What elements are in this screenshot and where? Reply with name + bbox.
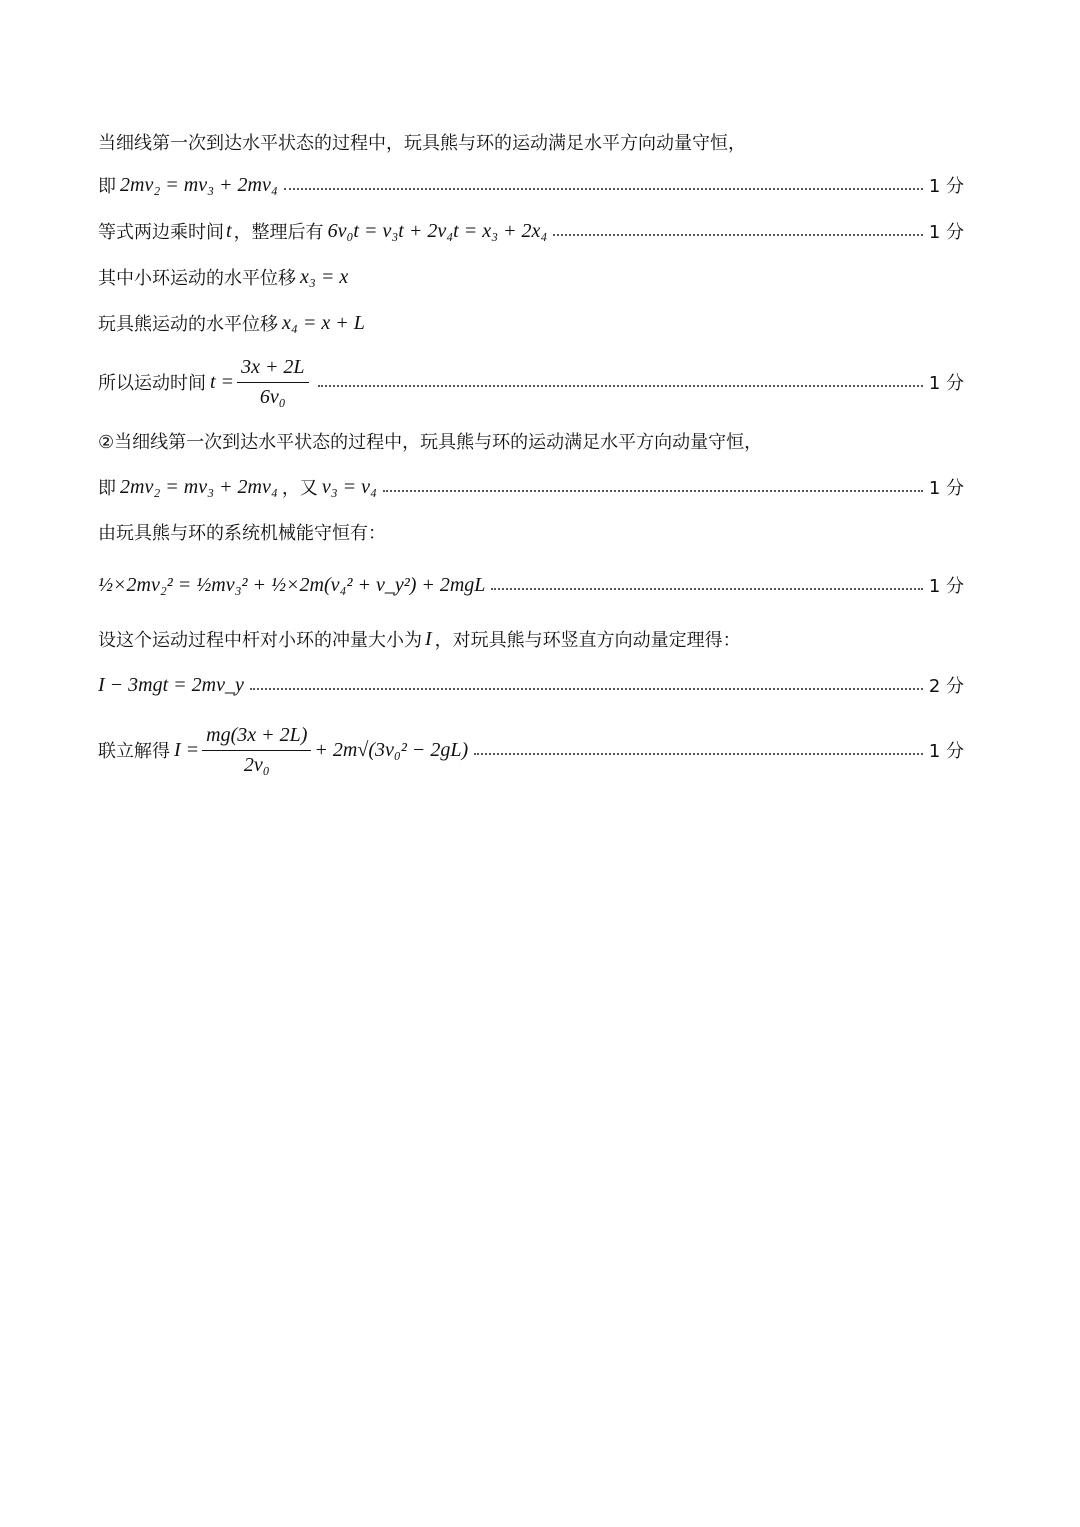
equation-line — [98, 662, 964, 708]
score-label: 1 分 — [928, 373, 964, 394]
fraction-numerator: mg(3x + 2L) — [202, 724, 311, 751]
fraction-denominator: 2v₀ — [243, 753, 270, 776]
text-line-content: 当细线第一次到达水平状态的过程中，玩具熊与环的运动满足水平方向动量守恒， — [98, 133, 746, 154]
score-label: 1 分 — [928, 176, 964, 197]
line-prefix: 设这个运动过程中杆对小环的冲量大小为 — [98, 630, 422, 651]
text-line — [98, 418, 964, 464]
dotted-leader — [553, 234, 922, 236]
formula: I − 3mgt = 2mv_y — [98, 673, 244, 696]
variable: t — [226, 219, 232, 242]
score-label: 1 分 — [928, 576, 964, 597]
score-label: 1 分 — [928, 741, 964, 762]
text-line — [98, 510, 964, 554]
dotted-leader — [318, 385, 923, 387]
text-line — [98, 122, 964, 162]
dotted-leader — [250, 688, 923, 690]
formula-2: v₃ = v₄ — [321, 475, 377, 498]
fraction — [202, 724, 311, 777]
dotted-leader — [284, 188, 923, 190]
line-mid: ，对玩具熊与环竖直方向动量定理得： — [434, 630, 741, 651]
formula: ½×2mv₂² = ½mv₃² + ½×2m(v₄² + v_y²) + 2mgL — [98, 573, 486, 596]
formula: 2mv₂ = mv₃ + 2mv₄ — [120, 475, 278, 498]
line-mid: ，整理后有 — [233, 222, 324, 243]
answer-sheet — [98, 122, 964, 792]
line-prefix: 等式两边乘时间 — [98, 222, 224, 243]
line-prefix: 玩具熊运动的水平位移 — [98, 314, 278, 335]
equation-line — [98, 254, 964, 300]
line-mid: ，又 — [281, 478, 318, 499]
equation-line — [98, 300, 964, 346]
text-line — [98, 616, 964, 662]
line-prefix: 其中小环运动的水平位移 — [98, 268, 296, 289]
score-label: 1 分 — [928, 478, 964, 499]
equation-line — [98, 208, 964, 254]
dotted-leader — [491, 588, 922, 590]
formula: x₄ = x + L — [282, 311, 365, 334]
formula-lhs: t = — [210, 370, 235, 393]
equation-line — [98, 346, 964, 418]
formula-tail: + 2m√(3v₀² − 2gL) — [314, 738, 469, 761]
dotted-leader — [474, 753, 923, 755]
dotted-leader — [383, 490, 923, 492]
formula-lhs: I = — [174, 738, 200, 761]
line-prefix: 联立解得 — [98, 741, 170, 762]
line-prefix: 所以运动时间 — [98, 373, 206, 394]
fraction-denominator: 6v₀ — [259, 385, 286, 408]
formula: x₃ = x — [300, 265, 349, 288]
score-label: 2 分 — [928, 676, 964, 697]
text-line-content: 由玩具熊与环的系统机械能守恒有： — [98, 523, 386, 544]
equation-line — [98, 708, 964, 792]
variable: I — [425, 627, 432, 650]
formula: 6v₀t = v₃t + 2v₄t = x₃ + 2x₄ — [327, 219, 548, 242]
equation-line — [98, 464, 964, 510]
equation-line — [98, 554, 964, 616]
line-prefix: 即 — [98, 176, 116, 197]
text-line-content: ②当细线第一次到达水平状态的过程中，玩具熊与环的运动满足水平方向动量守恒， — [98, 432, 763, 453]
fraction — [237, 356, 309, 409]
score-label: 1 分 — [928, 222, 964, 243]
fraction-numerator: 3x + 2L — [237, 356, 309, 383]
line-prefix: 即 — [98, 478, 116, 499]
formula: 2mv₂ = mv₃ + 2mv₄ — [120, 173, 278, 196]
equation-line — [98, 162, 964, 208]
